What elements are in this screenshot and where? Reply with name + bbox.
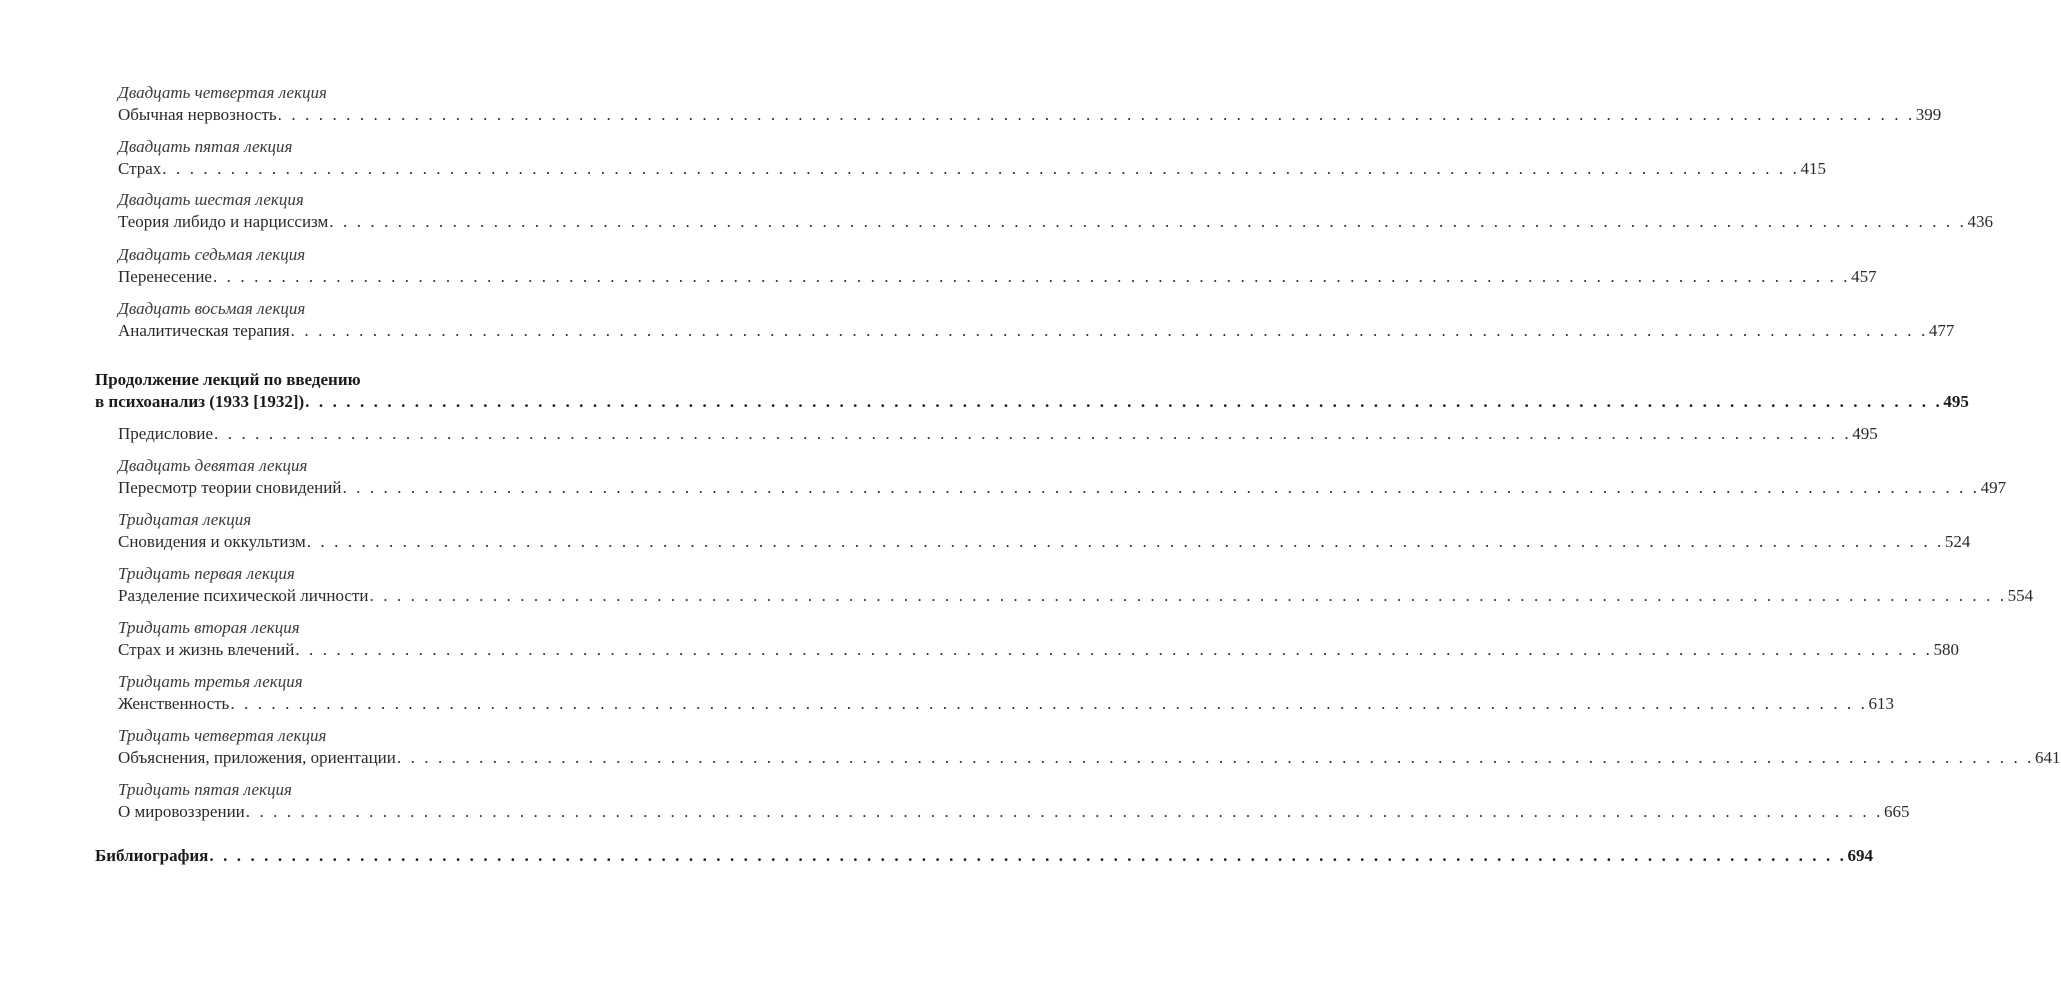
page-number: 497 xyxy=(1980,478,2007,497)
toc-row[interactable] xyxy=(118,639,1960,661)
toc-entry[interactable] xyxy=(118,617,1960,661)
toc-row[interactable] xyxy=(118,423,1878,445)
dot-leader: . . . . . . . . . . . . . . . . . . . . . . . . . . . . . . . . . . . . . . . . . . . . . . . . . . . . . . . . . . . . . . . . . . . . . . . . . . . . . . . . . . . . . . . . . . . . . . . . . . . . . . . . . . . . . . . . . . . . . . . . xyxy=(162,159,1800,178)
dot-leader: . . . . . . . . . . . . . . . . . . . . . . . . . . . . . . . . . . . . . . . . . . . . . . . . . . . . . . . . . . . . . . . . . . . . . . . . . . . . . . . . . . . . . . . . . . . . . . . . . . . . . . . . . . . . . . . . . . . . . . . . xyxy=(245,802,1883,821)
toc-row[interactable] xyxy=(95,845,1874,867)
toc-row[interactable] xyxy=(118,801,1910,823)
lecture-label: Тридцать вторая лекция xyxy=(118,618,300,637)
entry-title: в психоанализ (1933 [1932]) xyxy=(95,392,305,411)
toc-entry[interactable] xyxy=(118,455,2007,499)
toc-row[interactable] xyxy=(118,747,2061,769)
lecture-label: Тридцать пятая лекция xyxy=(118,780,292,799)
toc-entry[interactable] xyxy=(118,671,1894,715)
dot-leader: . . . . . . . . . . . . . . . . . . . . . . . . . . . . . . . . . . . . . . . . . . . . . . . . . . . . . . . . . . . . . . . . . . . . . . . . . . . . . . . . . . . . . . . . . . . . . . . . . . . . . . . . . . . . . . . . . . . . . . . . xyxy=(306,532,1944,551)
lecture-label: Двадцать пятая лекция xyxy=(118,137,293,156)
toc-entry[interactable] xyxy=(118,298,1955,342)
toc-entry[interactable] xyxy=(118,244,1877,288)
lecture-label: Двадцать шестая лекция xyxy=(118,190,304,209)
toc-entry[interactable] xyxy=(118,82,1942,126)
lecture-label: Двадцать девятая лекция xyxy=(118,456,308,475)
toc-entry[interactable] xyxy=(118,189,1993,233)
page-number: 613 xyxy=(1868,694,1894,713)
dot-leader: . . . . . . . . . . . . . . . . . . . . . . . . . . . . . . . . . . . . . . . . . . . . . . . . . . . . . . . . . . . . . . . . . . . . . . . . . . . . . . . . . . . . . . . . . . . . . . . . . . . . . . . . . . . . . . . . . . . . . . . . xyxy=(214,424,1852,443)
toc-section[interactable] xyxy=(95,369,1969,413)
entry-title: Сновидения и оккультизм xyxy=(118,532,306,551)
page-number: 457 xyxy=(1851,267,1877,286)
entry-title: Женственность xyxy=(118,694,230,713)
toc-bibliography[interactable] xyxy=(95,845,1874,867)
dot-leader: . . . . . . . . . . . . . . . . . . . . . . . . . . . . . . . . . . . . . . . . . . . . . . . . . . . . . . . . . . . . . . . . . . . . . . . . . . . . . . . . . . . . . . . . . . . . . . . . . . . . . . . . . . . . . . . . . . . . . . . . xyxy=(396,748,2035,767)
lecture-label: Двадцать восьмая лекция xyxy=(118,299,306,318)
dot-leader: . . . . . . . . . . . . . . . . . . . . . . . . . . . . . . . . . . . . . . . . . . . . . . . . . . . . . . . . . . . . . . . . . . . . . . . . . . . . . . . . . . . . . . . . . . . . . . . . . . . . . . . . . . . . . . . . . . . . . . . . xyxy=(329,212,1967,231)
page-number: 524 xyxy=(1944,532,1971,551)
toc-row[interactable] xyxy=(118,693,1894,715)
toc-row[interactable] xyxy=(95,391,1969,413)
dot-leader: . . . . . . . . . . . . . . . . . . . . . . . . . . . . . . . . . . . . . . . . . . . . . . . . . . . . . . . . . . . . . . . . . . . . . . . . . . . . . . . . . . . . . . . . . . . . . . . . . . . . . . . . . . . . . . . . . . . . . . . . xyxy=(295,640,1933,659)
dot-leader: . . . . . . . . . . . . . . . . . . . . . . . . . . . . . . . . . . . . . . . . . . . . . . . . . . . . . . . . . . . . . . . . . . . . . . . . . . . . . . . . . . . . . . . . . . . . . . . . . . . . . . . . . . . . . . . . . . . . . . . . xyxy=(369,586,2007,605)
toc-entry[interactable] xyxy=(118,136,1826,180)
toc-row[interactable] xyxy=(118,211,1993,233)
dot-leader: . . . . . . . . . . . . . . . . . . . . . . . . . . . . . . . . . . . . . . . . . . . . . . . . . . . . . . . . . . . . . . . . . . . . . . . . . . . . . . . . . . . . . . . . . . . . . . . . . . . . . . . . . . . . . . . . . . . . . . . . xyxy=(212,267,1851,286)
toc-row[interactable] xyxy=(118,104,1942,126)
lecture-label: Двадцать седьмая лекция xyxy=(118,245,306,264)
toc-row[interactable] xyxy=(118,158,1826,180)
toc-entry[interactable] xyxy=(118,563,2034,607)
entry-title: Аналитическая терапия xyxy=(118,321,290,340)
lecture-label: Двадцать четвертая лекция xyxy=(118,83,327,102)
page-number: 495 xyxy=(1943,392,1969,411)
toc-entry[interactable] xyxy=(118,509,1971,553)
lecture-label: Тридцатая лекция xyxy=(118,510,252,529)
entry-title: Разделение психической личности xyxy=(118,586,369,605)
page-number: 415 xyxy=(1800,159,1826,178)
entry-title: Предисловие xyxy=(118,424,214,443)
dot-leader: . . . . . . . . . . . . . . . . . . . . . . . . . . . . . . . . . . . . . . . . . . . . . . . . . . . . . . . . . . . . . . . . . . . . . . . . . . . . . . . . . . . . . . . . . . . . . . . . . . . . . . . . . . . . . . . . . . . . . . . . xyxy=(230,694,1868,713)
page-number: 399 xyxy=(1915,105,1942,124)
lecture-label: Тридцать первая лекция xyxy=(118,564,295,583)
dot-leader: . . . . . . . . . . . . . . . . . . . . . . . . . . . . . . . . . . . . . . . . . . . . . . . . . . . . . . . . . . . . . . . . . . . . . . . . . . . . . . . . . . . . . . . . . . . . . . . . . . . . . . . . . . . . . . . . . . . . . . . . xyxy=(277,105,1915,124)
page-number: 580 xyxy=(1933,640,1960,659)
toc-row[interactable] xyxy=(118,266,1877,288)
entry-title: О мировоззрении xyxy=(118,802,245,821)
entry-title: Теория либидо и нарциссизм xyxy=(118,212,329,231)
lecture-label: Тридцать четвертая лекция xyxy=(118,726,327,745)
section-title-line1: Продолжение лекций по введению xyxy=(95,370,361,389)
toc-row[interactable] xyxy=(118,585,2034,607)
dot-leader: . . . . . . . . . . . . . . . . . . . . . . . . . . . . . . . . . . . . . . . . . . . . . . . . . . . . . . . . . . . . . . . . . . . . . . . . . . . . . . . . . . . . . . . . . . . . . . . . . . . . . . . . . . . . . . . . . . . . . . . . xyxy=(305,392,1943,411)
dot-leader: . . . . . . . . . . . . . . . . . . . . . . . . . . . . . . . . . . . . . . . . . . . . . . . . . . . . . . . . . . . . . . . . . . . . . . . . . . . . . . . . . . . . . . . . . . . . . . . . . . . . . . . . . . . . . . . . . . . . . . . . xyxy=(342,478,1980,497)
page-number: 495 xyxy=(1852,424,1878,443)
toc-entry-preface[interactable] xyxy=(118,423,1878,445)
dot-leader: . . . . . . . . . . . . . . . . . . . . . . . . . . . . . . . . . . . . . . . . . . . . . . . . . . . . . . . . . . . . . . . . . . . . . . . . . . . . . . . . . . . . . . . . . . . . . . . . . . . . . . . . . . . . . . . . . . . . . . . . xyxy=(290,321,1928,340)
dot-leader: . . . . . . . . . . . . . . . . . . . . . . . . . . . . . . . . . . . . . . . . . . . . . . . . . . . . . . . . . . . . . . . . . . . . . . . . . . . . . . . . . . . . . . . . . . . . . . . . . . . . . . . . . . . . . . . . . . . . . . . . xyxy=(209,846,1847,865)
entry-title: Перенесение xyxy=(118,267,212,286)
entry-title: Обычная нервозность xyxy=(118,105,277,124)
page-number: 641 xyxy=(2035,748,2061,767)
page-number: 436 xyxy=(1967,212,1993,231)
page-number: 694 xyxy=(1847,846,1874,865)
entry-title: Объяснения, приложения, ориентации xyxy=(118,748,396,767)
toc-entry[interactable] xyxy=(118,779,1910,823)
toc-row[interactable] xyxy=(118,531,1971,553)
toc-row[interactable] xyxy=(118,320,1955,342)
entry-title: Пересмотр теории сновидений xyxy=(118,478,342,497)
entry-title: Страх и жизнь влечений xyxy=(118,640,295,659)
toc-row[interactable] xyxy=(118,477,2007,499)
page-number: 665 xyxy=(1883,802,1910,821)
entry-title: Библиография xyxy=(95,846,209,865)
entry-title: Страх xyxy=(118,159,162,178)
page-number: 477 xyxy=(1928,321,1955,340)
toc-entry[interactable] xyxy=(118,725,2061,769)
page-number: 554 xyxy=(2007,586,2034,605)
lecture-label: Тридцать третья лекция xyxy=(118,672,303,691)
